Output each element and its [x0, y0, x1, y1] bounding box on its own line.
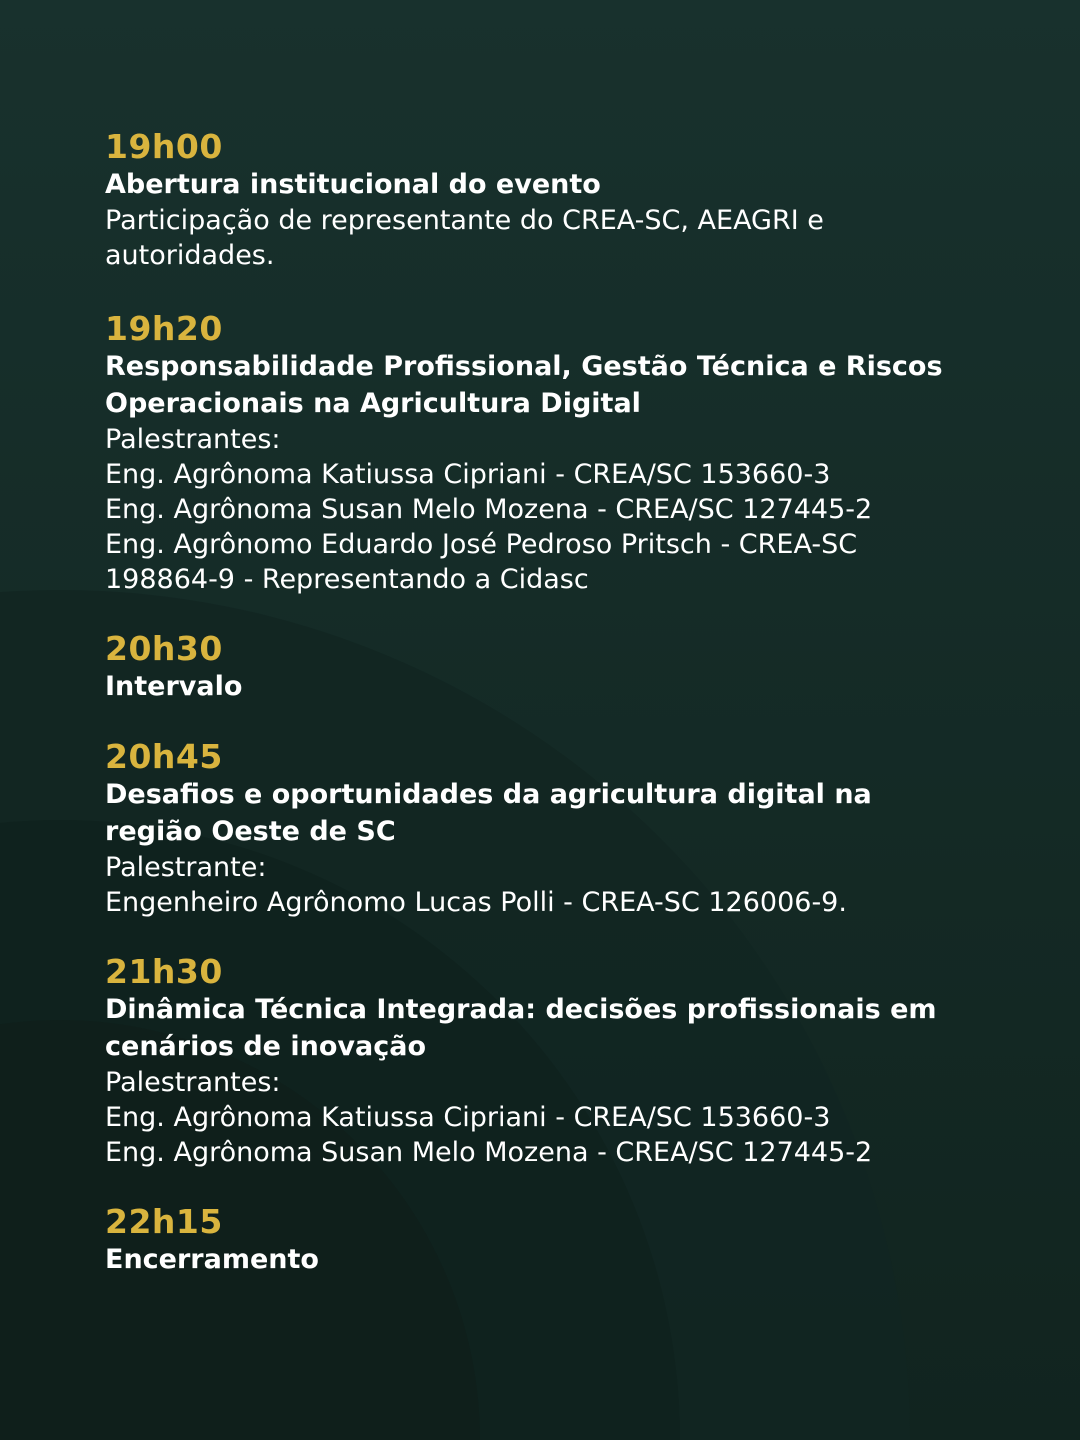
time-label: 19h00: [105, 127, 223, 166]
speakers-label: Palestrantes:: [105, 424, 281, 455]
time-label: 21h30: [105, 952, 223, 991]
speaker-line: Eng. Agrônoma Susan Melo Mozena - CREA/SC 127445-2: [105, 494, 873, 525]
speakers-label: Palestrantes:: [105, 1067, 281, 1098]
item-title: Desafios e oportunidades da agricultura digital na região Oeste de SC: [105, 779, 872, 847]
speaker-line: Eng. Agrônoma Katiussa Cipriani - CREA/SC 153660-3: [105, 459, 831, 490]
time-label: 22h15: [105, 1202, 223, 1241]
item-title: Responsabilidade Profissional, Gestão Técnica e Riscos Operacionais na Agricultura Digital: [105, 351, 943, 419]
speaker-line: Eng. Agrônoma Susan Melo Mozena - CREA/SC 127445-2: [105, 1137, 873, 1168]
event-schedule: [105, 128, 1005, 1278]
schedule-item-1920: [105, 310, 1005, 597]
item-title: Intervalo: [105, 671, 243, 702]
speaker-line: Eng. Agrônoma Katiussa Cipriani - CREA/SC 153660-3: [105, 1102, 831, 1133]
speakers-label: Palestrante:: [105, 852, 267, 883]
speaker-line: Eng. Agrônomo Eduardo José Pedroso Pritsch - CREA-SC 198864-9 - Representando a Cidasc: [105, 529, 858, 595]
schedule-item-2030: [105, 630, 1005, 705]
schedule-item-2045: [105, 738, 1005, 920]
schedule-item-1900: [105, 128, 1005, 273]
schedule-item-2130: [105, 953, 1005, 1170]
time-label: 20h45: [105, 737, 223, 776]
item-description: Participação de representante do CREA-SC, AEAGRI e autoridades.: [105, 205, 824, 271]
speaker-line: Engenheiro Agrônomo Lucas Polli - CREA-SC 126006-9.: [105, 887, 847, 918]
schedule-item-2215: [105, 1203, 1005, 1278]
time-label: 20h30: [105, 629, 223, 668]
item-title: Dinâmica Técnica Integrada: decisões profissionais em cenários de inovação: [105, 994, 937, 1062]
time-label: 19h20: [105, 309, 223, 348]
item-title: Encerramento: [105, 1244, 319, 1275]
item-title: Abertura institucional do evento: [105, 169, 601, 200]
